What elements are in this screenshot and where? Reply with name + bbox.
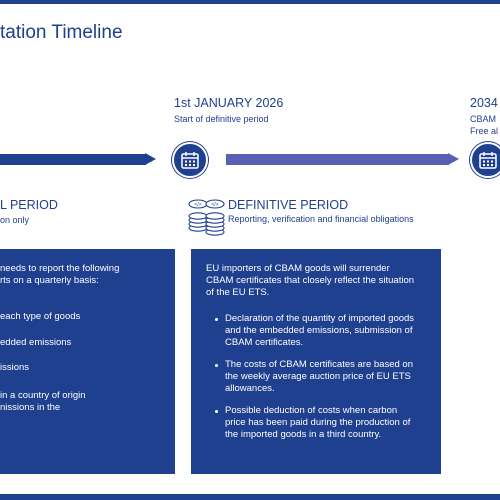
panel-intro-line: of the EU ETS. <box>206 287 270 298</box>
panel-text-line: issions <box>0 362 30 373</box>
panel-text-line: in a country of origin <box>0 390 86 401</box>
definitive-period-title: DEFINITIVE PERIOD <box>228 198 349 212</box>
bullet-line: Possible deduction of costs when carbon <box>225 405 398 416</box>
calendar-icon <box>470 142 500 178</box>
definitive-period-panel <box>191 249 441 474</box>
svg-text:</>: </> <box>211 202 219 208</box>
bullet-line: the weekly average auction price of EU ETS <box>225 371 411 382</box>
top-border <box>0 0 500 4</box>
timeline-arrow-definitive <box>226 154 449 165</box>
bullet-line: the imported goods in a third country. <box>225 429 382 440</box>
bullet-line: and the embedded emissions, submission of <box>225 325 413 336</box>
bottom-border <box>0 494 500 500</box>
page-title: tation Timeline <box>0 22 123 43</box>
bullet-line: Declaration of the quantity of imported goods <box>225 313 415 324</box>
transitional-period-panel <box>0 249 175 474</box>
bullet-dot <box>215 318 218 321</box>
milestone-date-2026: 1st JANUARY 2026 <box>174 96 284 110</box>
panel-text-line: edded emissions <box>0 337 72 348</box>
panel-text-line: each type of goods <box>0 311 81 322</box>
transitional-period-title: L PERIOD <box>0 198 58 212</box>
bullet-dot <box>215 410 218 413</box>
bullet-line: The costs of CBAM certificates are based on <box>225 359 413 370</box>
panel-text-line: nissions in the <box>0 402 61 413</box>
calendar-icon <box>172 142 208 178</box>
bullet-line: price has been paid during the production of <box>225 417 411 428</box>
bullet-line: allowances. <box>225 383 275 394</box>
panel-text-line: rts on a quarterly basis: <box>0 275 99 286</box>
panel-intro-line: EU importers of CBAM goods will surrender <box>206 263 390 274</box>
panel-intro-line: CBAM certificates that closely reflect the situation <box>206 275 415 286</box>
milestone-subtitle-2034-line1: CBAM <box>470 114 497 124</box>
definitive-period-subtitle: Reporting, verification and financial obligations <box>228 214 414 224</box>
transitional-period-subtitle: on only <box>0 215 30 225</box>
milestone-subtitle-2026: Start of definitive period <box>174 114 269 124</box>
svg-text:</>: </> <box>194 202 202 208</box>
timeline-arrow-transitional <box>0 154 146 165</box>
bullet-line: CBAM certificates. <box>225 337 304 348</box>
milestone-subtitle-2034-line2: Free al <box>470 126 499 136</box>
bullet-dot <box>215 364 218 367</box>
coins-icon <box>188 198 226 243</box>
milestone-date-2034: 2034 <box>470 96 498 110</box>
panel-text-line: needs to report the following <box>0 263 120 274</box>
